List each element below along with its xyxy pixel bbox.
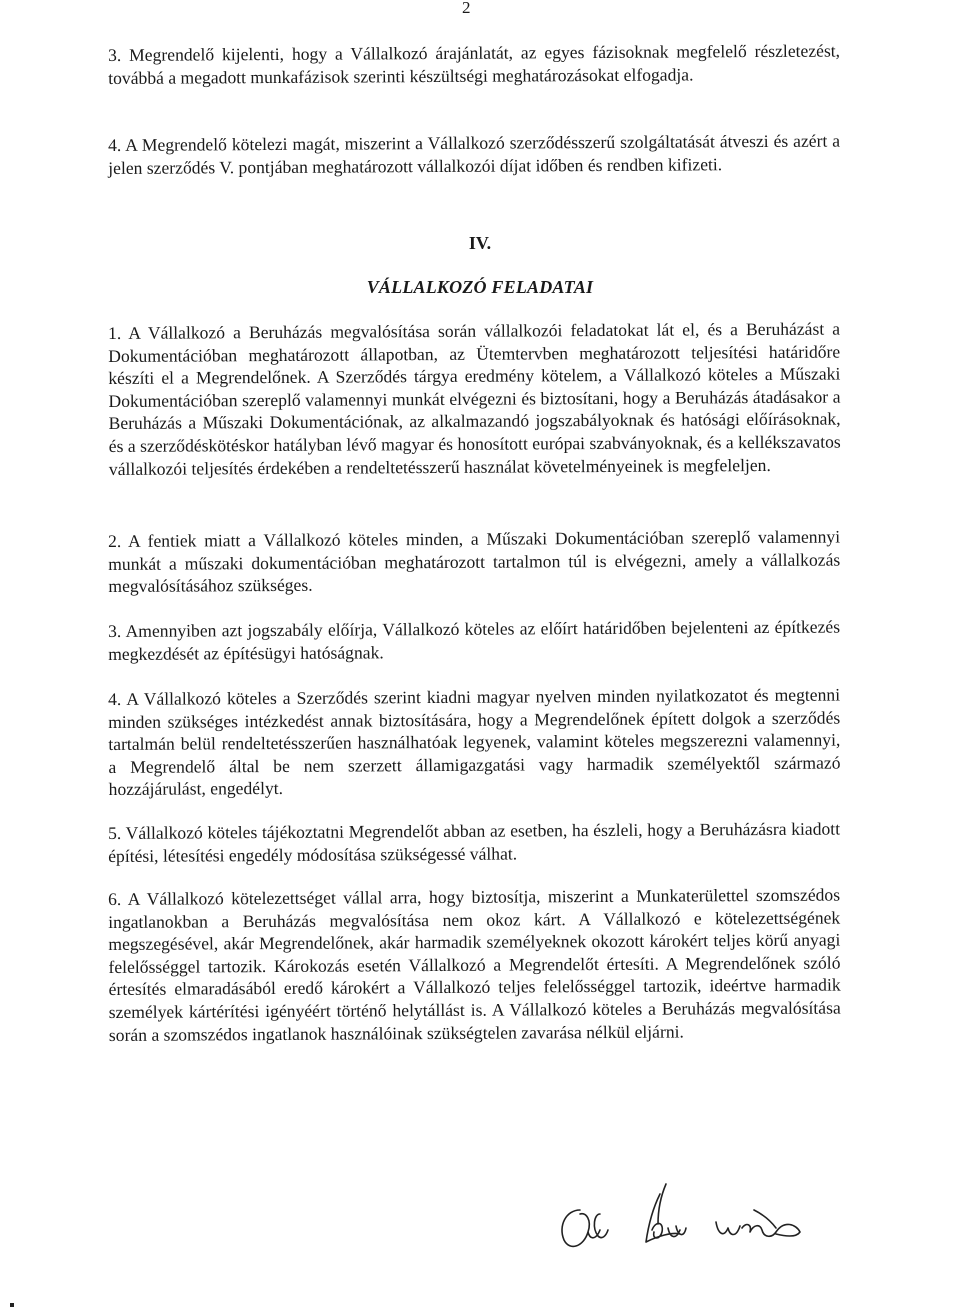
task-paragraph-6: 6. A Vállalkozó kötelezettséget vállal arra, hogy biztosítja, miszerint a Munkaterülettel szomszédos ingatlanokban a Beruházás megvalósítása nem okoz kárt. A Vállalkozó e kötelezettségének megszegésével, akár Megrendelőnek, akár harmadik személyeknek okozott károkért teljes körű anyagi felelősséggel tartozik. Károkozás esetén Vállalkozó a Megrendelőt értesíti. A Megrendelőnek szóló értesítés elmaradásából eredő károkért a Vállalkozó teljes felelősséggel tartozik, ideértve harmadik személyek kártérítési igényéért történő helytállást is. A Vállalkozó köteles a Beruházás megvalósítása során a szomszédos ingatlanok használóinak szükségtelen zavarása nélkül eljárni.	[108, 884, 841, 1045]
paragraph-4: 4. A Megrendelő kötelezi magát, miszerint a Vállalkozó szerződésszerű szolgáltatását átveszi és azért a jelen szerződés V. pontjában meghatározott vállalkozói díjat időben és rendben kifizeti.	[108, 130, 841, 178]
task-paragraph-4: 4. A Vállalkozó köteles a Szerződés szerint kiadni magyar nyelven minden nyilatkozatot és megtenni minden szükséges intézkedést annak biztosítására, hogy a Megrendelőnek épített dolgok a szerződés tartalmán belül rendeltetésszerűen használhatóak legyenek, valamint köteles megszerezni valamennyi, a Megrendelő által be nem szerzett államigazgatási vagy harmadik személyektől származó hozzájárulást, engedélyt.	[108, 684, 841, 800]
page-number: 2	[462, 0, 471, 17]
task-paragraph-1: 1. A Vállalkozó a Beruházás megvalósítása során vállalkozói feladatokat lát el, és a Beruházást a Dokumentációban meghatározott állapotban, az Ütemtervben meghatározott teljesítési határidőre készíti el a Megrendelőnek. A Szerződés tárgya eredmény kötelem, a Vállalkozó köteles a Műszaki Dokumentációban szereplő valamennyi munkát elvégezni és biztosítani, hogy a Beruházás átadásakor a Beruházás a Műszaki Dokumentációnak, az alkalmazandó jogszabályoknak és hatósági előírásoknak, és a szerződéskötéskor hatályban lévő magyar és honosított európai szabványoknak, és a kellékszavatos vállalkozói teljesítés érdekében a rendeltetésszerű használat követelményeinek is megfeleljen.	[108, 318, 841, 479]
paragraph-3: 3. Megrendelő kijelenti, hogy a Vállalkozó árajánlatát, az egyes fázisoknak megfelelő részletezést, továbbá a megadott munkafázisok szerinti készültségi meghatározásokat elfogadja.	[108, 40, 841, 88]
scan-mark	[10, 1303, 14, 1307]
task-paragraph-3: 3. Amennyiben azt jogszabály előírja, Vállalkozó köteles az előírt határidőben bejelenteni az építkezés megkezdését az építésügyi hatóságnak.	[108, 616, 841, 664]
handwritten-signatures	[548, 1180, 808, 1270]
section-number: IV.	[468, 233, 492, 253]
task-paragraph-5: 5. Vállalkozó köteles tájékoztatni Megrendelőt abban az esetben, ha észleli, hogy a Beruházásra kiadott építési, létesítési engedély módosítása szükségessé válhat.	[108, 818, 841, 866]
section-title: VÁLLALKOZÓ FELADATAI	[366, 277, 594, 297]
task-paragraph-2: 2. A fentiek miatt a Vállalkozó köteles minden, a Műszaki Dokumentációban szereplő valamennyi munkát a műszaki dokumentációban meghatározott tartalmon túl is elvégezni, amely a vállalkozás megvalósításához szükséges.	[108, 526, 841, 597]
